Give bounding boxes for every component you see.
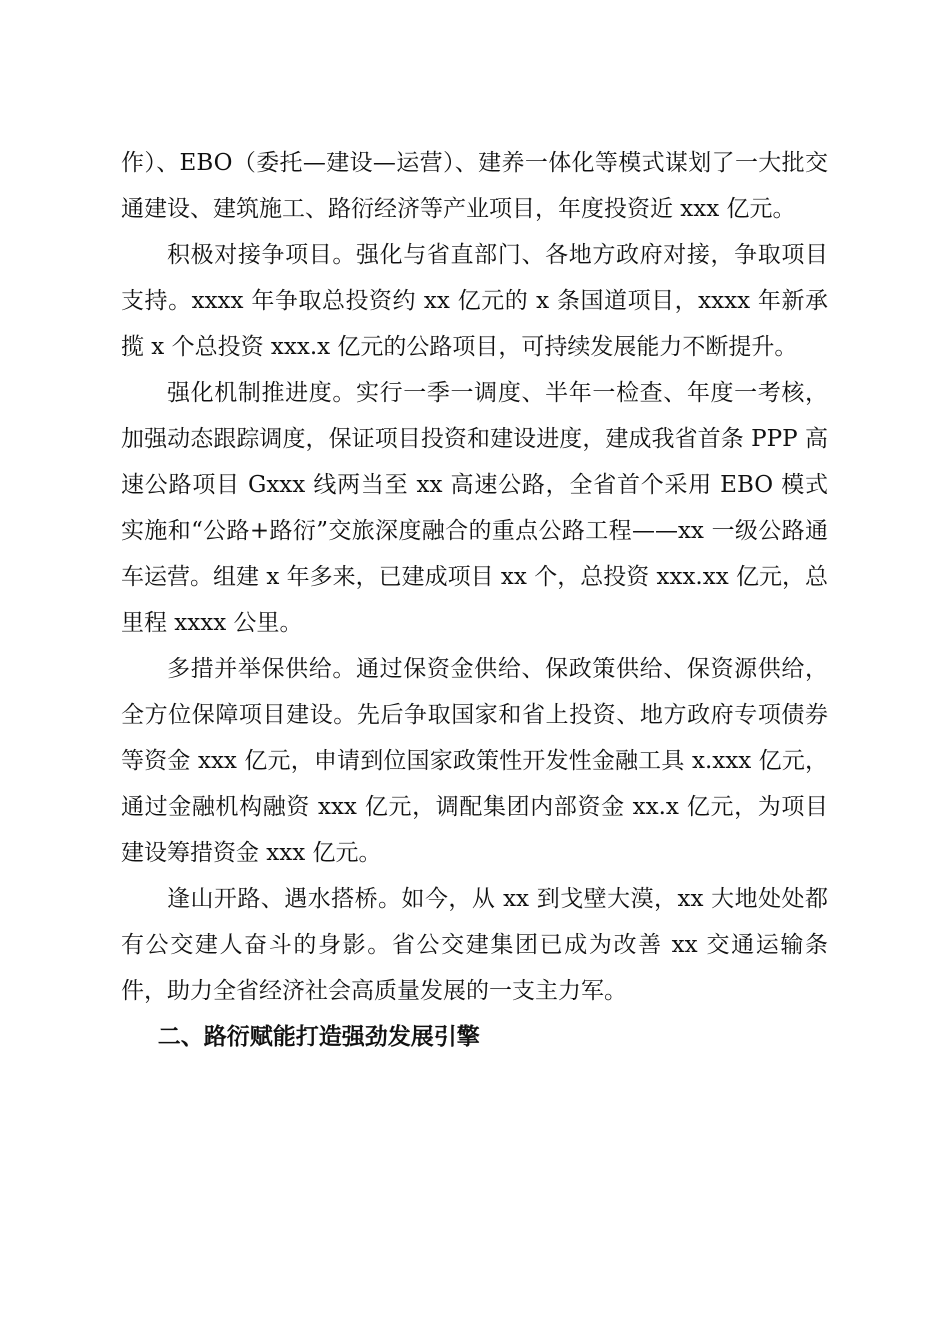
document-body xyxy=(121,140,828,1060)
paragraph-1: 作）、EBO（委托—建设—运营）、建养一体化等模式谋划了一大批交通建设、建筑施工、路衍经济等产业项目，年度投资近 xxx 亿元。 xyxy=(121,150,828,222)
paragraph-4: 多措并举保供给。通过保资金供给、保政策供给、保资源供给，全方位保障项目建设。先后争取国家和省上投资、地方政府专项债券等资金 xxx 亿元，申请到位国家政策性开发性金融工具 x.xxx 亿元，通过金融机构融资 xxx 亿元，调配集团内部资金 xx.x 亿元，为项目建设筹措资金 xxx 亿元。 xyxy=(121,656,828,866)
paragraph-5: 逢山开路、遇水搭桥。如今，从 xx 到戈壁大漠，xx 大地处处都有公交建人奋斗的身影。省公交建集团已成为改善 xx 交通运输条件，助力全省经济社会高质量发展的一支主力军。 xyxy=(121,886,828,1004)
paragraph-2: 积极对接争项目。强化与省直部门、各地方政府对接，争取项目支持。xxxx 年争取总投资约 xx 亿元的 x 条国道项目，xxxx 年新承揽 x 个总投资 xxx.x 亿元的公路项目，可持续发展能力不断提升。 xyxy=(121,242,828,360)
paragraph-3: 强化机制推进度。实行一季一调度、半年一检查、年度一考核，加强动态跟踪调度，保证项目投资和建设进度，建成我省首条 PPP 高速公路项目 Gxxx 线两当至 xx 高速公路，全省首个采用 EBO 模式实施和“公路+路衍”交旅深度融合的重点公路工程——xx 一级公路通车运营。组建 x 年多来，已建成项目 xx 个，总投资 xxx.xx 亿元，总里程 xxxx 公里。 xyxy=(121,380,828,636)
section-heading: 二、路衍赋能打造强劲发展引擎 xyxy=(157,1024,480,1050)
